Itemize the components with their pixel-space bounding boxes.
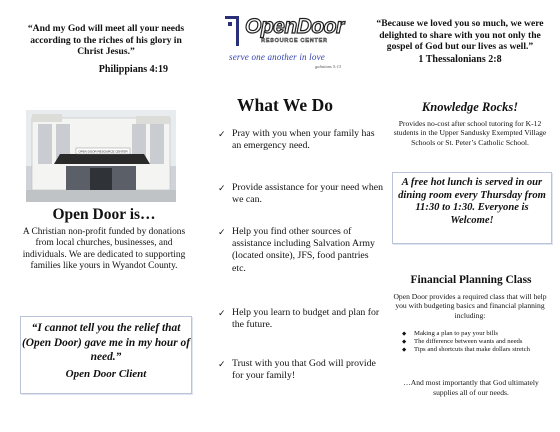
list-item [402, 346, 542, 354]
list-item [218, 226, 383, 275]
checkmark-icon: ✓ [218, 183, 226, 193]
checkmark-icon: ✓ [218, 359, 226, 369]
knowledge-rocks-body: Provides no-cost after school tutoring for K-12 students in the Upper Sandusky Exempted Village Schools or St. Peter’s Catholic School. [393, 119, 547, 147]
door-logo-icon [225, 16, 243, 46]
right-quote-text: “Because we loved you so much, we were delighted to share with you not only the gospel of God but our lives as well.” [376, 18, 544, 52]
left-quote-text: “And my God will meet all your needs according to the riches of his glory in Christ Jesus.” [27, 23, 185, 57]
testimonial-quote: “I cannot tell you the relief that (Open Door) gave me in my hour of need.” [21, 322, 190, 363]
financial-planning-heading: Financial Planning Class [410, 274, 532, 286]
free-lunch-box: A free hot lunch is served in our dining room every Thursday from 11:30 to 1:30. Everyone is Welcome! [392, 172, 552, 244]
header-left-quote [26, 23, 186, 75]
list-item [218, 307, 383, 331]
open-door-is-heading: Open Door is… [52, 206, 156, 223]
topic-text: Making a plan to pay your bills [414, 330, 498, 337]
service-text: Pray with you when your family has an emergency need. [232, 128, 375, 152]
right-quote-reference: 1 Thessalonians 2:8 [418, 53, 502, 65]
building-photo [26, 110, 176, 202]
diamond-bullet-icon: ◆ [402, 331, 407, 337]
building-sign-text: OPEN DOOR RESOURCE CENTER [78, 149, 128, 154]
list-item [218, 182, 383, 206]
topic-text: The difference between wants and needs [414, 338, 523, 346]
header-right-quote [370, 18, 550, 65]
open-door-logo [225, 14, 345, 76]
what-we-do-heading: What We Do [237, 95, 333, 115]
service-text: Help you learn to budget and plan for the future. [232, 307, 380, 331]
open-door-description: A Christian non-profit funded by donations from local churches, businesses, and individuals. We are dedicated to supporting families like yours in Wyandot County. [22, 227, 186, 271]
service-text: Help you find other sources of assistance including Salvation Army (located onsite), JFS, food pantries etc. [232, 226, 375, 274]
list-item [218, 358, 383, 382]
list-item [218, 128, 383, 152]
left-quote-reference: Philippians 4:19 [98, 63, 168, 75]
financial-planning-body: Open Door provides a required class that will help you with budgeting basics and financial planning including: [393, 292, 547, 320]
topic-text: Tips and shortcuts that make dollars stretch [414, 346, 531, 354]
checkmark-icon: ✓ [218, 129, 226, 139]
financial-planning-closing: …And most importantly that God ultimately supplies all of our needs. [403, 378, 539, 397]
diamond-bullet-icon: ◆ [402, 339, 407, 346]
list-item [402, 338, 542, 346]
list-item [402, 330, 542, 338]
service-text: Trust with you that God will provide for your family! [232, 358, 376, 382]
logo-subtitle: RESOURCE CENTER [261, 38, 328, 44]
logo-title: OpenDoor [245, 15, 344, 38]
logo-tagline: serve one another in love [229, 52, 325, 62]
diamond-bullet-icon: ◆ [402, 347, 407, 354]
testimonial-attribution: Open Door Client [65, 367, 147, 380]
logo-verse: galatians 5:13 [315, 64, 342, 69]
checkmark-icon: ✓ [218, 308, 226, 318]
financial-topics-list [402, 330, 542, 355]
knowledge-rocks-heading: Knowledge Rocks! [421, 100, 519, 114]
testimonial-box [20, 316, 192, 394]
service-text: Provide assistance for your need when we can. [232, 182, 383, 206]
checkmark-icon: ✓ [218, 227, 226, 237]
